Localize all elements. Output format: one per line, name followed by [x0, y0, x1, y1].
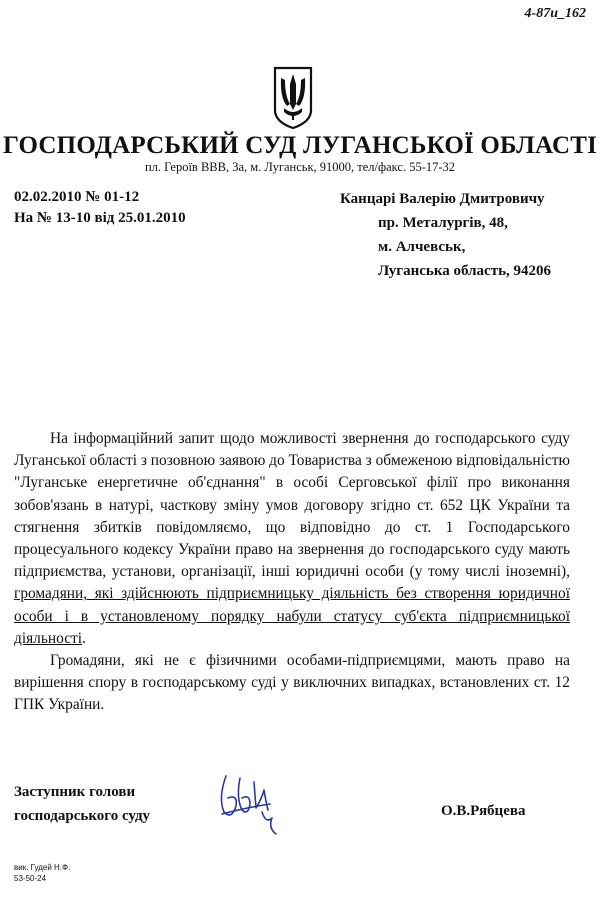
recipient-address-block — [340, 187, 551, 283]
signer-name: О.В.Рябцева — [441, 803, 526, 819]
recipient-street: пр. Металургів, 48, — [378, 215, 508, 231]
in-reply-to: На № 13-10 від 25.01.2010 — [14, 210, 186, 226]
outgoing-date-number: 02.02.2010 № 01-12 — [14, 189, 140, 205]
executor-name: вик. Гудей Н.Ф. — [14, 863, 71, 872]
body-paragraph-1-text: На інформаційний запит щодо можливості звернення до господарського суду Луганської області з позовною заявою до Товариства з обмеженою відповідальністю "Луганське енергетичне об'єднання" в особі Серговської філії про виконання зобов'язань в натурі, часткову зміну умов договору згідно ст. 652 ЦК України та стягнення збитків повідомляємо, що відповідно до ст. 1 Господарського процесуального кодексу України право на звернення до господарського суду мають підприємства, установи, організації, інші юридичні особи (у тому числі іноземні), — [14, 430, 570, 581]
executor-phone: 53-50-24 — [14, 874, 47, 883]
outgoing-reference — [14, 187, 186, 229]
trident-emblem-icon — [272, 64, 314, 130]
body-paragraph-1-end: . — [82, 629, 86, 647]
letter-body — [14, 428, 570, 717]
court-address: пл. Героїв ВВВ, 3а, м. Луганськ, 91000, тел/факс. 55-17-32 — [144, 160, 456, 174]
handwritten-signature — [210, 768, 300, 838]
body-paragraph-2: Громадяни, які не є фізичними особами-підприємцями, мають право на вирішення спору в господарському суді у виключних випадках, встановлених ст. 12 ГПК України. — [14, 652, 570, 714]
recipient-region: Луганська область, 94206 — [378, 263, 552, 279]
document-reference-code: 4-87u_162 — [524, 6, 586, 21]
position-line-1: Заступник голови — [14, 784, 136, 800]
position-line-2: господарського суду — [14, 808, 151, 824]
court-name-heading: ГОСПОДАРСЬКИЙ СУД ЛУГАНСЬКОЇ ОБЛАСТІ — [2, 132, 598, 159]
recipient-city: м. Алчевськ, — [378, 239, 466, 255]
recipient-name: Канцарі Валерію Дмитровичу — [340, 191, 545, 207]
underlined-clause: громадяни, які здійснюють підприємницьку діяльність без створення юридичної особи і в установленому порядку набули статусу суб'єкта підприємницької діяльності — [14, 585, 570, 647]
executor-info — [14, 862, 70, 884]
signatory-position — [14, 780, 150, 828]
body-paragraph-1 — [14, 428, 570, 650]
